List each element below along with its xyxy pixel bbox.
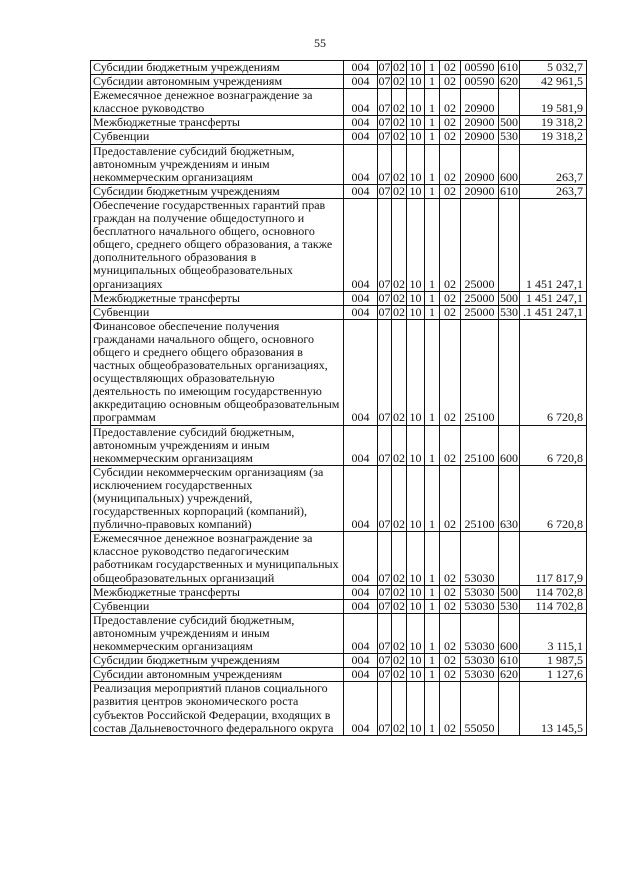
cell-section: 07 [378, 653, 391, 668]
table-row [91, 599, 587, 613]
cell-amount: 5 032,7 [520, 61, 587, 75]
cell-subprogram: 1 [425, 130, 440, 144]
row-description: Межбюджетные трансферты [91, 291, 344, 305]
cell-direction: 00590 [461, 61, 499, 75]
cell-expense-type: 530 [500, 598, 518, 613]
cell-grbs: 004 [344, 116, 378, 130]
cell-amount: 117 817,9 [520, 532, 587, 585]
cell-section: 07 [378, 74, 391, 89]
cell-amount: 3 115,1 [520, 613, 587, 653]
row-description: Субсидии автономным учреждениям [91, 668, 344, 682]
cell-direction: 25100 [461, 465, 499, 531]
cell-subsection: 02 [393, 290, 405, 305]
cell-program: 10 [407, 682, 425, 735]
cell-expense-type: 620 [500, 74, 518, 89]
cell-section: 07 [378, 532, 392, 585]
cell-direction: 25000 [461, 291, 499, 305]
row-description: Предоставление субсидий бюджетным, автономным учреждениям и иным некоммерческим организациям [91, 425, 344, 465]
cell-program: 10 [407, 654, 425, 668]
page-number: 55 [314, 36, 326, 50]
cell-direction: 00590 [461, 75, 499, 89]
row-description: Межбюджетные трансферты [91, 585, 344, 599]
cell-amount: 13 145,5 [520, 682, 587, 735]
cell-program: 10 [407, 532, 425, 585]
cell-section: 07 [378, 425, 392, 465]
row-description: Предоставление субсидий бюджетным, автономным учреждениям и иным некоммерческим организациям [91, 613, 344, 653]
cell-amount: 1 987,5 [520, 654, 587, 668]
table-row [91, 291, 587, 305]
cell-grbs: 004 [344, 425, 378, 465]
cell-program: 10 [407, 198, 425, 291]
row-description: Субвенции [91, 599, 344, 613]
cell-measure: 02 [440, 198, 461, 291]
cell-subprogram: 1 [425, 75, 440, 89]
cell-expense-type: 610 [500, 653, 518, 668]
cell-program: 10 [407, 465, 425, 531]
table-row [91, 61, 587, 75]
cell-amount: 19 318,2 [520, 116, 587, 130]
cell-measure: 02 [440, 184, 461, 198]
cell-subprogram: 1 [425, 682, 440, 735]
cell-program: 10 [407, 130, 425, 144]
cell-direction: 53030 [461, 613, 499, 653]
cell-section: 07 [378, 584, 391, 599]
cell-grbs: 004 [344, 291, 378, 305]
table-row [91, 682, 587, 735]
table-row [91, 198, 587, 291]
row-description: Субвенции [91, 305, 344, 319]
row-description: Субсидии бюджетным учреждениям [91, 61, 344, 75]
cell-section: 07 [378, 319, 392, 425]
cell-grbs: 004 [344, 75, 378, 89]
cell-program: 10 [407, 184, 425, 198]
cell-program: 10 [407, 61, 425, 75]
cell-amount: 263,7 [520, 184, 587, 198]
cell-expense-type: 600 [499, 425, 520, 465]
cell-expense-type [499, 682, 520, 735]
cell-section: 07 [378, 198, 392, 291]
cell-subprogram: 1 [425, 319, 440, 425]
cell-expense-type [499, 532, 520, 585]
cell-measure: 02 [440, 425, 461, 465]
cell-subsection: 02 [392, 319, 407, 425]
table-row [91, 668, 587, 682]
cell-section: 07 [378, 183, 391, 198]
row-description: Ежемесячное денежное вознаграждение за классное руководство [91, 89, 344, 116]
cell-section: 07 [378, 304, 391, 319]
cell-subprogram: 1 [425, 89, 440, 116]
cell-expense-type [499, 319, 520, 425]
cell-direction: 20900 [461, 184, 499, 198]
row-description: Субсидии некоммерческим организациям (за исключением государственных (муниципальных) учреждений, государственных корпораций (компаний), публично-правовых компаний) [91, 465, 344, 531]
cell-amount: 1 451 247,1 [520, 291, 587, 305]
cell-section: 07 [378, 129, 391, 144]
cell-grbs: 004 [344, 319, 378, 425]
cell-grbs: 004 [344, 184, 378, 198]
row-description: Субсидии бюджетным учреждениям [91, 654, 344, 668]
cell-direction: 53030 [461, 532, 499, 585]
cell-subsection: 02 [393, 115, 405, 130]
cell-measure: 02 [440, 668, 461, 682]
cell-measure: 02 [440, 291, 461, 305]
cell-program: 10 [407, 291, 425, 305]
cell-amount: 263,7 [520, 144, 587, 184]
cell-expense-type [499, 89, 520, 116]
row-description: Ежемесячное денежное вознаграждение за классное руководство педагогическим работникам государственных и муниципальных общеобразовательных организаций [91, 532, 344, 585]
cell-measure: 02 [440, 585, 461, 599]
table-row [91, 130, 587, 144]
cell-grbs: 004 [344, 89, 378, 116]
table-row [91, 116, 587, 130]
cell-subsection: 02 [393, 74, 405, 89]
cell-subsection: 02 [393, 667, 405, 682]
cell-grbs: 004 [344, 144, 378, 184]
cell-grbs: 004 [344, 613, 378, 653]
row-description: Межбюджетные трансферты [91, 116, 344, 130]
table-row [91, 425, 587, 465]
cell-subprogram: 1 [425, 61, 440, 75]
row-description: Предоставление субсидий бюджетным, автономным учреждениям и иным некоммерческим организациям [91, 144, 344, 184]
row-description: Обеспечение государственных гарантий прав граждан на получение общедоступного и бесплатного начального общего, основного общего, среднего общего образования, а также дополнительного образования в муниципальных общеобразовательных организациях [91, 198, 344, 291]
cell-subsection: 02 [392, 682, 407, 735]
cell-expense-type: 500 [500, 115, 518, 130]
cell-subsection: 02 [393, 129, 405, 144]
table-row [91, 532, 587, 585]
cell-direction: 53030 [461, 654, 499, 668]
cell-subsection: 02 [393, 598, 405, 613]
cell-expense-type: 620 [500, 667, 518, 682]
cell-measure: 02 [440, 305, 461, 319]
cell-direction: 20900 [461, 130, 499, 144]
cell-expense-type: 500 [500, 290, 518, 305]
cell-expense-type: 600 [499, 144, 520, 184]
cell-direction: 25000 [461, 305, 499, 319]
cell-subprogram: 1 [425, 532, 440, 585]
cell-section: 07 [378, 115, 391, 130]
cell-subprogram: 1 [425, 613, 440, 653]
table-row [91, 184, 587, 198]
cell-subprogram: 1 [425, 291, 440, 305]
cell-subprogram: 1 [425, 465, 440, 531]
cell-subprogram: 1 [425, 599, 440, 613]
table-row [91, 305, 587, 319]
cell-expense-type: 610 [500, 183, 518, 198]
cell-measure: 02 [440, 613, 461, 653]
table-row [91, 585, 587, 599]
cell-grbs: 004 [344, 682, 378, 735]
row-description: Субсидии бюджетным учреждениям [91, 184, 344, 198]
cell-subsection: 02 [392, 465, 407, 531]
cell-amount: .1 451 247,1 [520, 305, 587, 319]
cell-grbs: 004 [344, 654, 378, 668]
cell-subsection: 02 [392, 198, 407, 291]
cell-measure: 02 [440, 61, 461, 75]
cell-subprogram: 1 [425, 144, 440, 184]
cell-measure: 02 [440, 130, 461, 144]
cell-section: 07 [378, 682, 392, 735]
cell-section: 07 [378, 89, 392, 116]
cell-measure: 02 [440, 532, 461, 585]
cell-measure: 02 [440, 75, 461, 89]
budget-table [90, 60, 587, 736]
cell-expense-type: 530 [500, 129, 518, 144]
cell-section: 07 [378, 60, 391, 74]
cell-program: 10 [407, 89, 425, 116]
cell-subprogram: 1 [425, 425, 440, 465]
cell-measure: 02 [440, 116, 461, 130]
cell-amount: 6 720,8 [520, 425, 587, 465]
cell-section: 07 [378, 144, 392, 184]
cell-direction: 20900 [461, 89, 499, 116]
cell-subsection: 02 [393, 304, 405, 319]
cell-grbs: 004 [344, 599, 378, 613]
cell-amount: 42 961,5 [520, 75, 587, 89]
cell-subsection: 02 [392, 89, 407, 116]
cell-measure: 02 [440, 319, 461, 425]
cell-program: 10 [407, 668, 425, 682]
cell-measure: 02 [440, 682, 461, 735]
cell-program: 10 [407, 319, 425, 425]
cell-expense-type [499, 198, 520, 291]
cell-subsection: 02 [392, 425, 407, 465]
cell-program: 10 [407, 75, 425, 89]
cell-amount: 1 451 247,1 [520, 198, 587, 291]
table-row [91, 75, 587, 89]
cell-expense-type: 530 [500, 304, 518, 319]
cell-grbs: 004 [344, 668, 378, 682]
cell-direction: 53030 [461, 585, 499, 599]
cell-subprogram: 1 [425, 198, 440, 291]
row-description: Субвенции [91, 130, 344, 144]
cell-grbs: 004 [344, 532, 378, 585]
cell-program: 10 [407, 613, 425, 653]
cell-direction: 25100 [461, 425, 499, 465]
cell-section: 07 [378, 667, 391, 682]
cell-expense-type: 610 [500, 60, 518, 74]
cell-subsection: 02 [393, 60, 405, 74]
cell-grbs: 004 [344, 61, 378, 75]
table-row [91, 613, 587, 653]
cell-amount: 6 720,8 [520, 319, 587, 425]
cell-section: 07 [378, 613, 392, 653]
table-row [91, 465, 587, 531]
cell-direction: 25000 [461, 198, 499, 291]
cell-subsection: 02 [393, 183, 405, 198]
cell-program: 10 [407, 144, 425, 184]
cell-subprogram: 1 [425, 116, 440, 130]
row-description: Финансовое обеспечение получения гражданами начального общего, основного общего и среднего общего образования в частных общеобразовательных организациях, осуществляющих образовательную деятельность по имеющим государственную аккредитацию основным общеобразовательным программам [91, 319, 344, 425]
cell-grbs: 004 [344, 130, 378, 144]
cell-section: 07 [378, 290, 391, 305]
table-row [91, 654, 587, 668]
row-description: Субсидии автономным учреждениям [91, 75, 344, 89]
cell-measure: 02 [440, 144, 461, 184]
cell-direction: 20900 [461, 144, 499, 184]
cell-subsection: 02 [393, 584, 405, 599]
table-row [91, 144, 587, 184]
cell-measure: 02 [440, 89, 461, 116]
cell-measure: 02 [440, 654, 461, 668]
cell-subprogram: 1 [425, 585, 440, 599]
cell-grbs: 004 [344, 465, 378, 531]
cell-subsection: 02 [392, 613, 407, 653]
cell-subprogram: 1 [425, 668, 440, 682]
cell-program: 10 [407, 585, 425, 599]
cell-grbs: 004 [344, 585, 378, 599]
cell-subprogram: 1 [425, 305, 440, 319]
cell-program: 10 [407, 116, 425, 130]
table-row [91, 319, 587, 425]
cell-amount: 114 702,8 [520, 585, 587, 599]
cell-amount: 1 127,6 [520, 668, 587, 682]
cell-section: 07 [378, 465, 392, 531]
cell-section: 07 [378, 598, 391, 613]
cell-subsection: 02 [393, 653, 405, 668]
cell-direction: 53030 [461, 668, 499, 682]
cell-program: 10 [407, 599, 425, 613]
row-description: Реализация мероприятий планов социального развития центров экономического роста субъектов Российской Федерации, входящих в состав Дальневосточного федерального округа [91, 682, 344, 735]
cell-expense-type: 600 [499, 613, 520, 653]
cell-program: 10 [407, 425, 425, 465]
cell-measure: 02 [440, 599, 461, 613]
cell-expense-type: 500 [500, 584, 518, 599]
cell-grbs: 004 [344, 305, 378, 319]
cell-program: 10 [407, 305, 425, 319]
cell-subsection: 02 [392, 532, 407, 585]
cell-amount: 19 581,9 [520, 89, 587, 116]
cell-amount: 19 318,2 [520, 130, 587, 144]
cell-expense-type: 630 [499, 465, 520, 531]
cell-amount: 6 720,8 [520, 465, 587, 531]
cell-direction: 53030 [461, 599, 499, 613]
cell-amount: 114 702,8 [520, 599, 587, 613]
cell-direction: 55050 [461, 682, 499, 735]
cell-subprogram: 1 [425, 654, 440, 668]
cell-grbs: 004 [344, 198, 378, 291]
cell-direction: 20900 [461, 116, 499, 130]
cell-measure: 02 [440, 465, 461, 531]
cell-subprogram: 1 [425, 184, 440, 198]
table-row [91, 89, 587, 116]
cell-direction: 25100 [461, 319, 499, 425]
cell-subsection: 02 [392, 144, 407, 184]
